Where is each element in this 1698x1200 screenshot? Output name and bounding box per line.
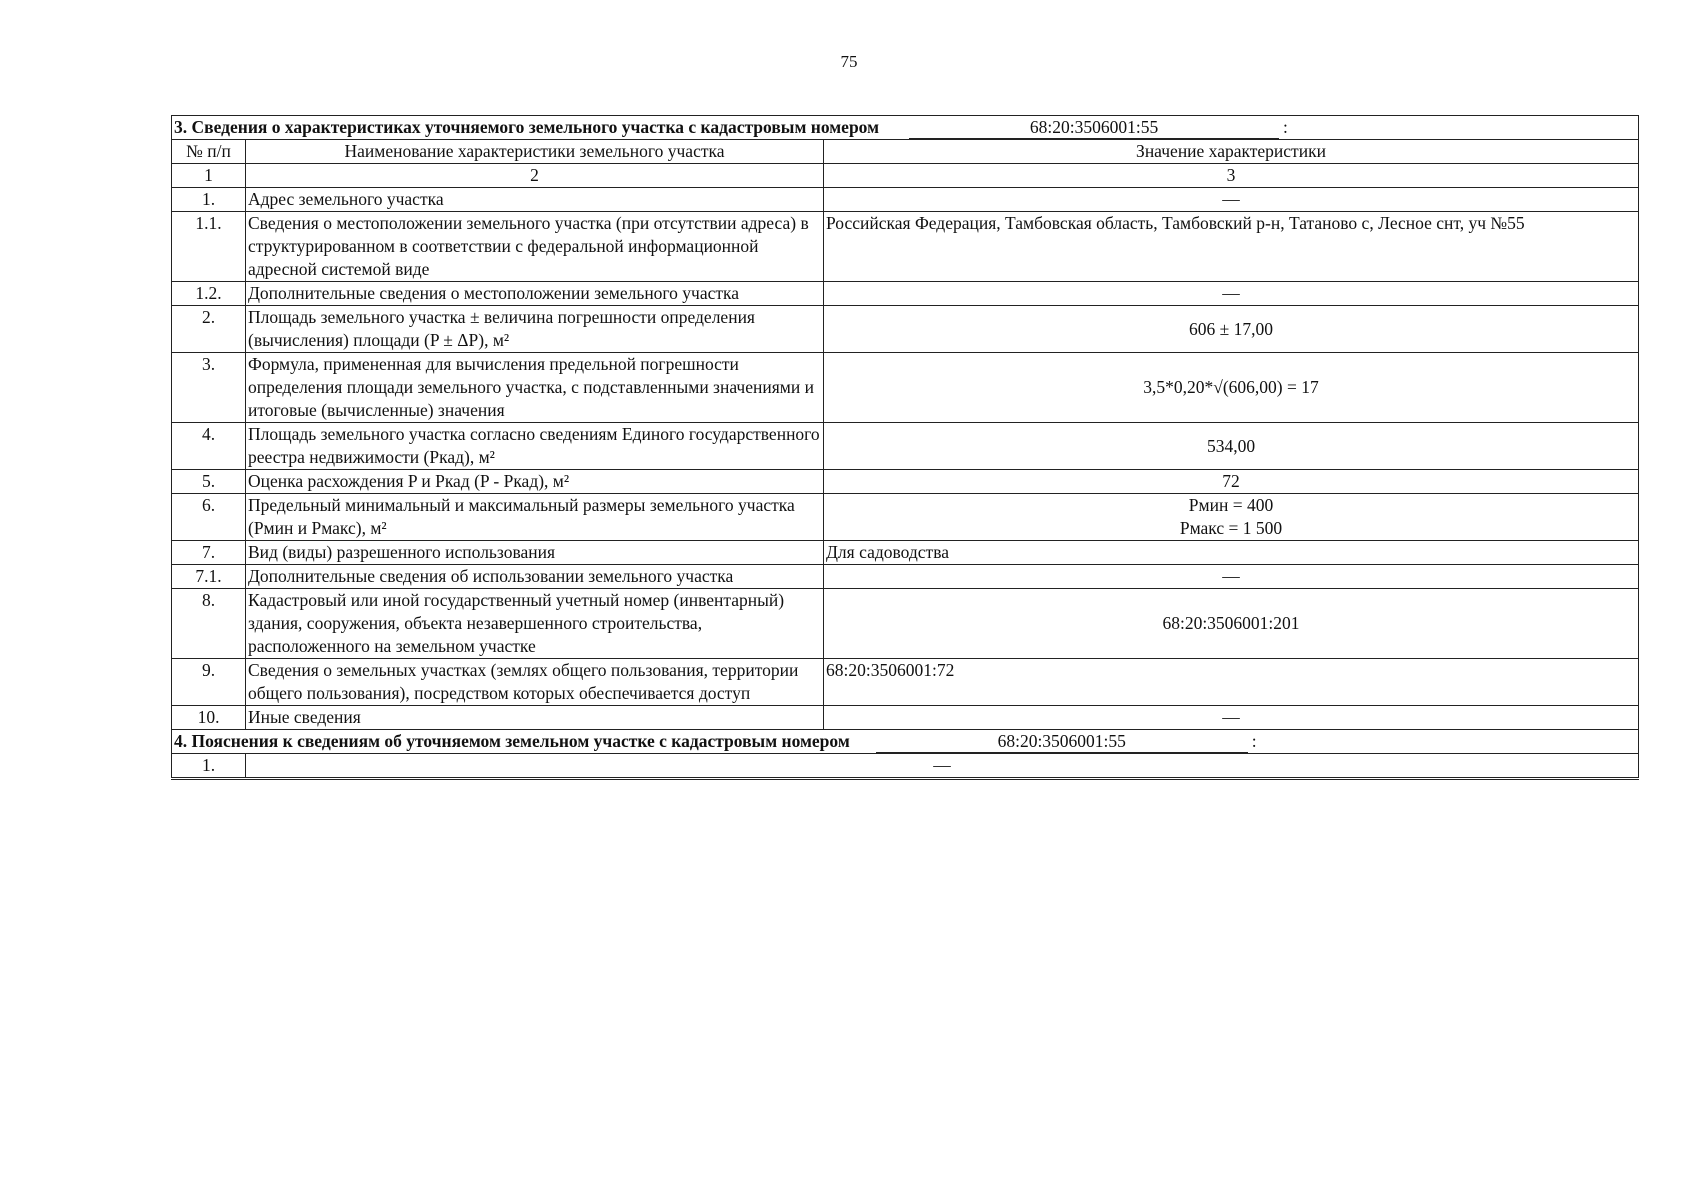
- column-number-row: [172, 164, 1639, 188]
- table-row: [172, 754, 1639, 779]
- row-value-min: Рмин = 400: [1188, 495, 1274, 515]
- page-number: 75: [840, 52, 858, 71]
- row-value: Российская Федерация, Тамбовская область, Тамбовский р-н, Татаново с, Лесное снт, уч №55: [824, 212, 1639, 282]
- column-number-1: 1: [172, 164, 246, 188]
- row-name: Предельный минимальный и максимальный размеры земельного участка (Рмин и Рмакс), м²: [246, 494, 824, 541]
- row-name: Сведения о земельных участках (землях общего пользования, территории общего пользования), посредством которых обеспечивается доступ: [246, 659, 824, 706]
- row-value: 68:20:3506001:72: [824, 659, 1639, 706]
- row-value: 3,5*0,20*√(606,00) = 17: [824, 353, 1639, 423]
- column-number-3: 3: [824, 164, 1639, 188]
- row-name: Дополнительные сведения о местоположении земельного участка: [246, 282, 824, 306]
- section3-cadastral-number: 68:20:3506001:55: [909, 117, 1279, 139]
- row-value: 606 ± 17,00: [824, 306, 1639, 353]
- row-name: Формула, примененная для вычисления предельной погрешности определения площади земельного участка, с подставленными значениями и итоговые (вычисленные) значения: [246, 353, 824, 423]
- row-name: Адрес земельного участка: [246, 188, 824, 212]
- table-row: [172, 565, 1639, 589]
- row-value: —: [246, 754, 1639, 779]
- section4-cadastral-number: 68:20:3506001:55: [876, 731, 1248, 753]
- section3-title: [172, 116, 1639, 140]
- row-value-max: Рмакс = 1 500: [1179, 518, 1283, 538]
- row-number: 3.: [172, 353, 246, 423]
- section4-title-row: [172, 730, 1639, 754]
- land-plot-characteristics-table: [171, 115, 1639, 780]
- row-number: 1.: [172, 754, 246, 779]
- row-name: Площадь земельного участка ± величина погрешности определения (вычисления) площади (P ± ΔP), м²: [246, 306, 824, 353]
- row-value: —: [824, 565, 1639, 589]
- row-value: —: [824, 188, 1639, 212]
- row-value: —: [824, 282, 1639, 306]
- row-value: 72: [824, 470, 1639, 494]
- table-row: [172, 188, 1639, 212]
- table-row: [172, 706, 1639, 730]
- column-header-num: № п/п: [172, 140, 246, 164]
- row-number: 2.: [172, 306, 246, 353]
- row-number: 8.: [172, 589, 246, 659]
- row-value: Для садоводства: [824, 541, 1639, 565]
- row-value: —: [824, 706, 1639, 730]
- section3-colon: :: [1283, 117, 1288, 137]
- row-number: 4.: [172, 423, 246, 470]
- row-value: 534,00: [824, 423, 1639, 470]
- column-number-2: 2: [246, 164, 824, 188]
- row-name: Вид (виды) разрешенного использования: [246, 541, 824, 565]
- section4-title: [172, 730, 1639, 754]
- row-number: 1.2.: [172, 282, 246, 306]
- row-number: 1.1.: [172, 212, 246, 282]
- row-number: 7.1.: [172, 565, 246, 589]
- table-row: [172, 306, 1639, 353]
- section3-title-text: 3. Сведения о характеристиках уточняемого земельного участка с кадастровым номером: [174, 117, 880, 137]
- table-row: [172, 589, 1639, 659]
- row-number: 1.: [172, 188, 246, 212]
- row-name: Сведения о местоположении земельного участка (при отсутствии адреса) в структурированном в соответствии с федеральной информационной адресной системой виде: [246, 212, 824, 282]
- row-name: Кадастровый или иной государственный учетный номер (инвентарный) здания, сооружения, объекта незавершенного строительства, расположенного на земельном участке: [246, 589, 824, 659]
- row-value: 68:20:3506001:201: [824, 589, 1639, 659]
- column-header-row: [172, 140, 1639, 164]
- row-value: [824, 494, 1639, 541]
- row-number: 5.: [172, 470, 246, 494]
- table-row: [172, 282, 1639, 306]
- table-row: [172, 541, 1639, 565]
- table-row: [172, 470, 1639, 494]
- section4-colon: :: [1251, 731, 1257, 751]
- row-name: Площадь земельного участка согласно сведениям Единого государственного реестра недвижимости (Ркад), м²: [246, 423, 824, 470]
- row-name: Иные сведения: [246, 706, 824, 730]
- row-name: Дополнительные сведения об использовании земельного участка: [246, 565, 824, 589]
- row-number: 10.: [172, 706, 246, 730]
- section4-title-text: 4. Пояснения к сведениям об уточняемом земельном участке с кадастровым номером: [174, 731, 850, 751]
- row-number: 9.: [172, 659, 246, 706]
- row-name: Оценка расхождения P и Ркад (P - Ркад), м²: [246, 470, 824, 494]
- row-number: 6.: [172, 494, 246, 541]
- table-row: [172, 423, 1639, 470]
- table-row: [172, 353, 1639, 423]
- table-row: [172, 494, 1639, 541]
- table-row: [172, 212, 1639, 282]
- column-header-name: Наименование характеристики земельного участка: [246, 140, 824, 164]
- table-row: [172, 659, 1639, 706]
- row-number: 7.: [172, 541, 246, 565]
- section3-title-row: [172, 116, 1639, 140]
- column-header-value: Значение характеристики: [824, 140, 1639, 164]
